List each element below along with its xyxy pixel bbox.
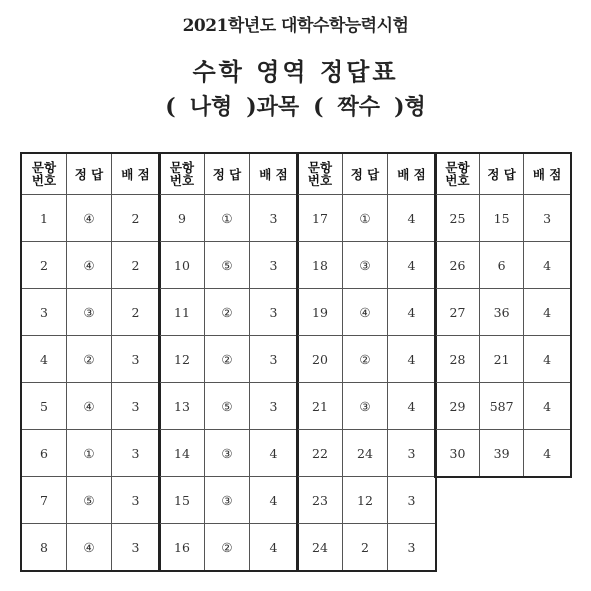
answer-cell: ③ [205,430,250,477]
answer-cell: 39 [479,430,523,478]
points-cell: 3 [112,524,161,572]
exam-title: 2021학년도 대학수학능력시험 [182,16,409,36]
question-number: 12 [159,336,205,383]
question-number: 6 [21,430,67,477]
answer-cell: 24 [343,430,388,477]
question-number: 19 [297,289,343,336]
table-row [21,336,160,383]
answer-cell: ② [205,289,250,336]
form-close-text: )과목 [246,94,300,120]
question-number: 1 [21,195,67,242]
form-type-line [0,90,591,121]
table-row [159,477,298,524]
points-cell: 4 [250,524,299,572]
points-cell: 4 [388,195,437,242]
question-number: 22 [297,430,343,477]
question-number: 29 [435,383,479,430]
points-cell: 3 [250,383,299,430]
points-cell: 4 [524,383,571,430]
answer-cell: ① [67,430,112,477]
header-answer: 정 답 [205,153,250,195]
points-cell: 3 [524,195,571,242]
question-number: 10 [159,242,205,289]
question-number: 14 [159,430,205,477]
points-cell: 3 [388,430,437,477]
points-cell: 4 [388,242,437,289]
points-cell: 3 [388,524,437,572]
header-number: 문항 번호 [21,153,67,195]
table-row [297,195,436,242]
header-points: 배 점 [112,153,161,195]
answer-cell: 587 [479,383,523,430]
table-row [159,336,298,383]
table-row [435,336,571,383]
table-row [297,383,436,430]
question-number: 5 [21,383,67,430]
answer-cell: ④ [343,289,388,336]
table-row [297,477,436,524]
answer-cell: ④ [67,383,112,430]
answer-table-group-4 [434,152,572,478]
header-number: 문항 번호 [435,153,479,195]
table-row [159,289,298,336]
header-points: 배 점 [524,153,571,195]
header-number: 문항 번호 [159,153,205,195]
points-cell: 3 [250,289,299,336]
question-number: 4 [21,336,67,383]
header-answer: 정 답 [67,153,112,195]
table-row [435,289,571,336]
question-number: 21 [297,383,343,430]
answer-cell: ① [343,195,388,242]
table-header-row [159,153,298,195]
parity-close-text: )형 [394,94,426,120]
form-open-paren: ( [165,94,176,120]
answer-cell: ⑤ [67,477,112,524]
table-row [435,383,571,430]
points-cell: 3 [112,430,161,477]
points-cell: 2 [112,289,161,336]
header-points: 배 점 [388,153,437,195]
table-header-row [435,153,571,195]
table-row [435,430,571,478]
table-row [297,430,436,477]
answer-cell: ④ [67,524,112,572]
answer-cell: ③ [343,383,388,430]
question-number: 15 [159,477,205,524]
table-row [21,289,160,336]
form-name: 나형 [189,94,233,120]
table-row [159,430,298,477]
answer-cell: 6 [479,242,523,289]
answer-cell: ① [205,195,250,242]
header-answer: 정 답 [479,153,523,195]
answer-cell: ② [67,336,112,383]
answer-cell: ② [205,336,250,383]
answer-cell: ③ [205,477,250,524]
table-row [297,242,436,289]
header-points: 배 점 [250,153,299,195]
question-number: 26 [435,242,479,289]
table-row [435,242,571,289]
question-number: 16 [159,524,205,572]
points-cell: 3 [250,242,299,289]
question-number: 24 [297,524,343,572]
answer-table-group-2 [158,152,299,572]
points-cell: 3 [250,336,299,383]
points-cell: 4 [388,289,437,336]
answer-cell: ② [205,524,250,572]
points-cell: 4 [524,289,571,336]
question-number: 30 [435,430,479,478]
answer-key-title: 수학 영역 정답표 [192,57,399,86]
question-number: 27 [435,289,479,336]
parity-name: 짝수 [337,94,381,120]
points-cell: 4 [524,336,571,383]
answer-cell: ⑤ [205,242,250,289]
answer-cell: 15 [479,195,523,242]
header-number: 문항 번호 [297,153,343,195]
points-cell: 4 [250,477,299,524]
points-cell: 4 [524,242,571,289]
table-header-row [297,153,436,195]
question-number: 17 [297,195,343,242]
question-number: 23 [297,477,343,524]
answer-cell: 2 [343,524,388,572]
table-row [21,242,160,289]
table-row [159,195,298,242]
question-number: 20 [297,336,343,383]
points-cell: 2 [112,242,161,289]
table-row [21,524,160,572]
question-number: 25 [435,195,479,242]
question-number: 7 [21,477,67,524]
question-number: 28 [435,336,479,383]
table-row [297,524,436,572]
points-cell: 2 [112,195,161,242]
answer-table-group-3 [296,152,437,572]
table-row [21,430,160,477]
question-number: 3 [21,289,67,336]
points-cell: 3 [112,383,161,430]
table-row [159,242,298,289]
answer-cell: ③ [67,289,112,336]
answer-cell: 12 [343,477,388,524]
question-number: 8 [21,524,67,572]
question-number: 9 [159,195,205,242]
points-cell: 3 [112,336,161,383]
question-number: 2 [21,242,67,289]
points-cell: 3 [112,477,161,524]
answer-cell: ⑤ [205,383,250,430]
question-number: 18 [297,242,343,289]
points-cell: 3 [388,477,437,524]
table-row [21,477,160,524]
answer-table-group-1 [20,152,161,572]
table-row [297,336,436,383]
answer-cell: ④ [67,195,112,242]
answer-cell: ④ [67,242,112,289]
table-row [21,195,160,242]
table-row [159,524,298,572]
answer-grid [20,152,572,570]
table-row [21,383,160,430]
table-header-row [21,153,160,195]
parity-open-paren: ( [313,94,324,120]
points-cell: 4 [250,430,299,477]
answer-cell: ② [343,336,388,383]
points-cell: 4 [524,430,571,478]
header-answer: 정 답 [343,153,388,195]
answer-cell: ③ [343,242,388,289]
answer-cell: 21 [479,336,523,383]
answer-cell: 36 [479,289,523,336]
question-number: 13 [159,383,205,430]
points-cell: 4 [388,383,437,430]
points-cell: 4 [388,336,437,383]
table-row [435,195,571,242]
points-cell: 3 [250,195,299,242]
question-number: 11 [159,289,205,336]
table-row [297,289,436,336]
table-row [159,383,298,430]
